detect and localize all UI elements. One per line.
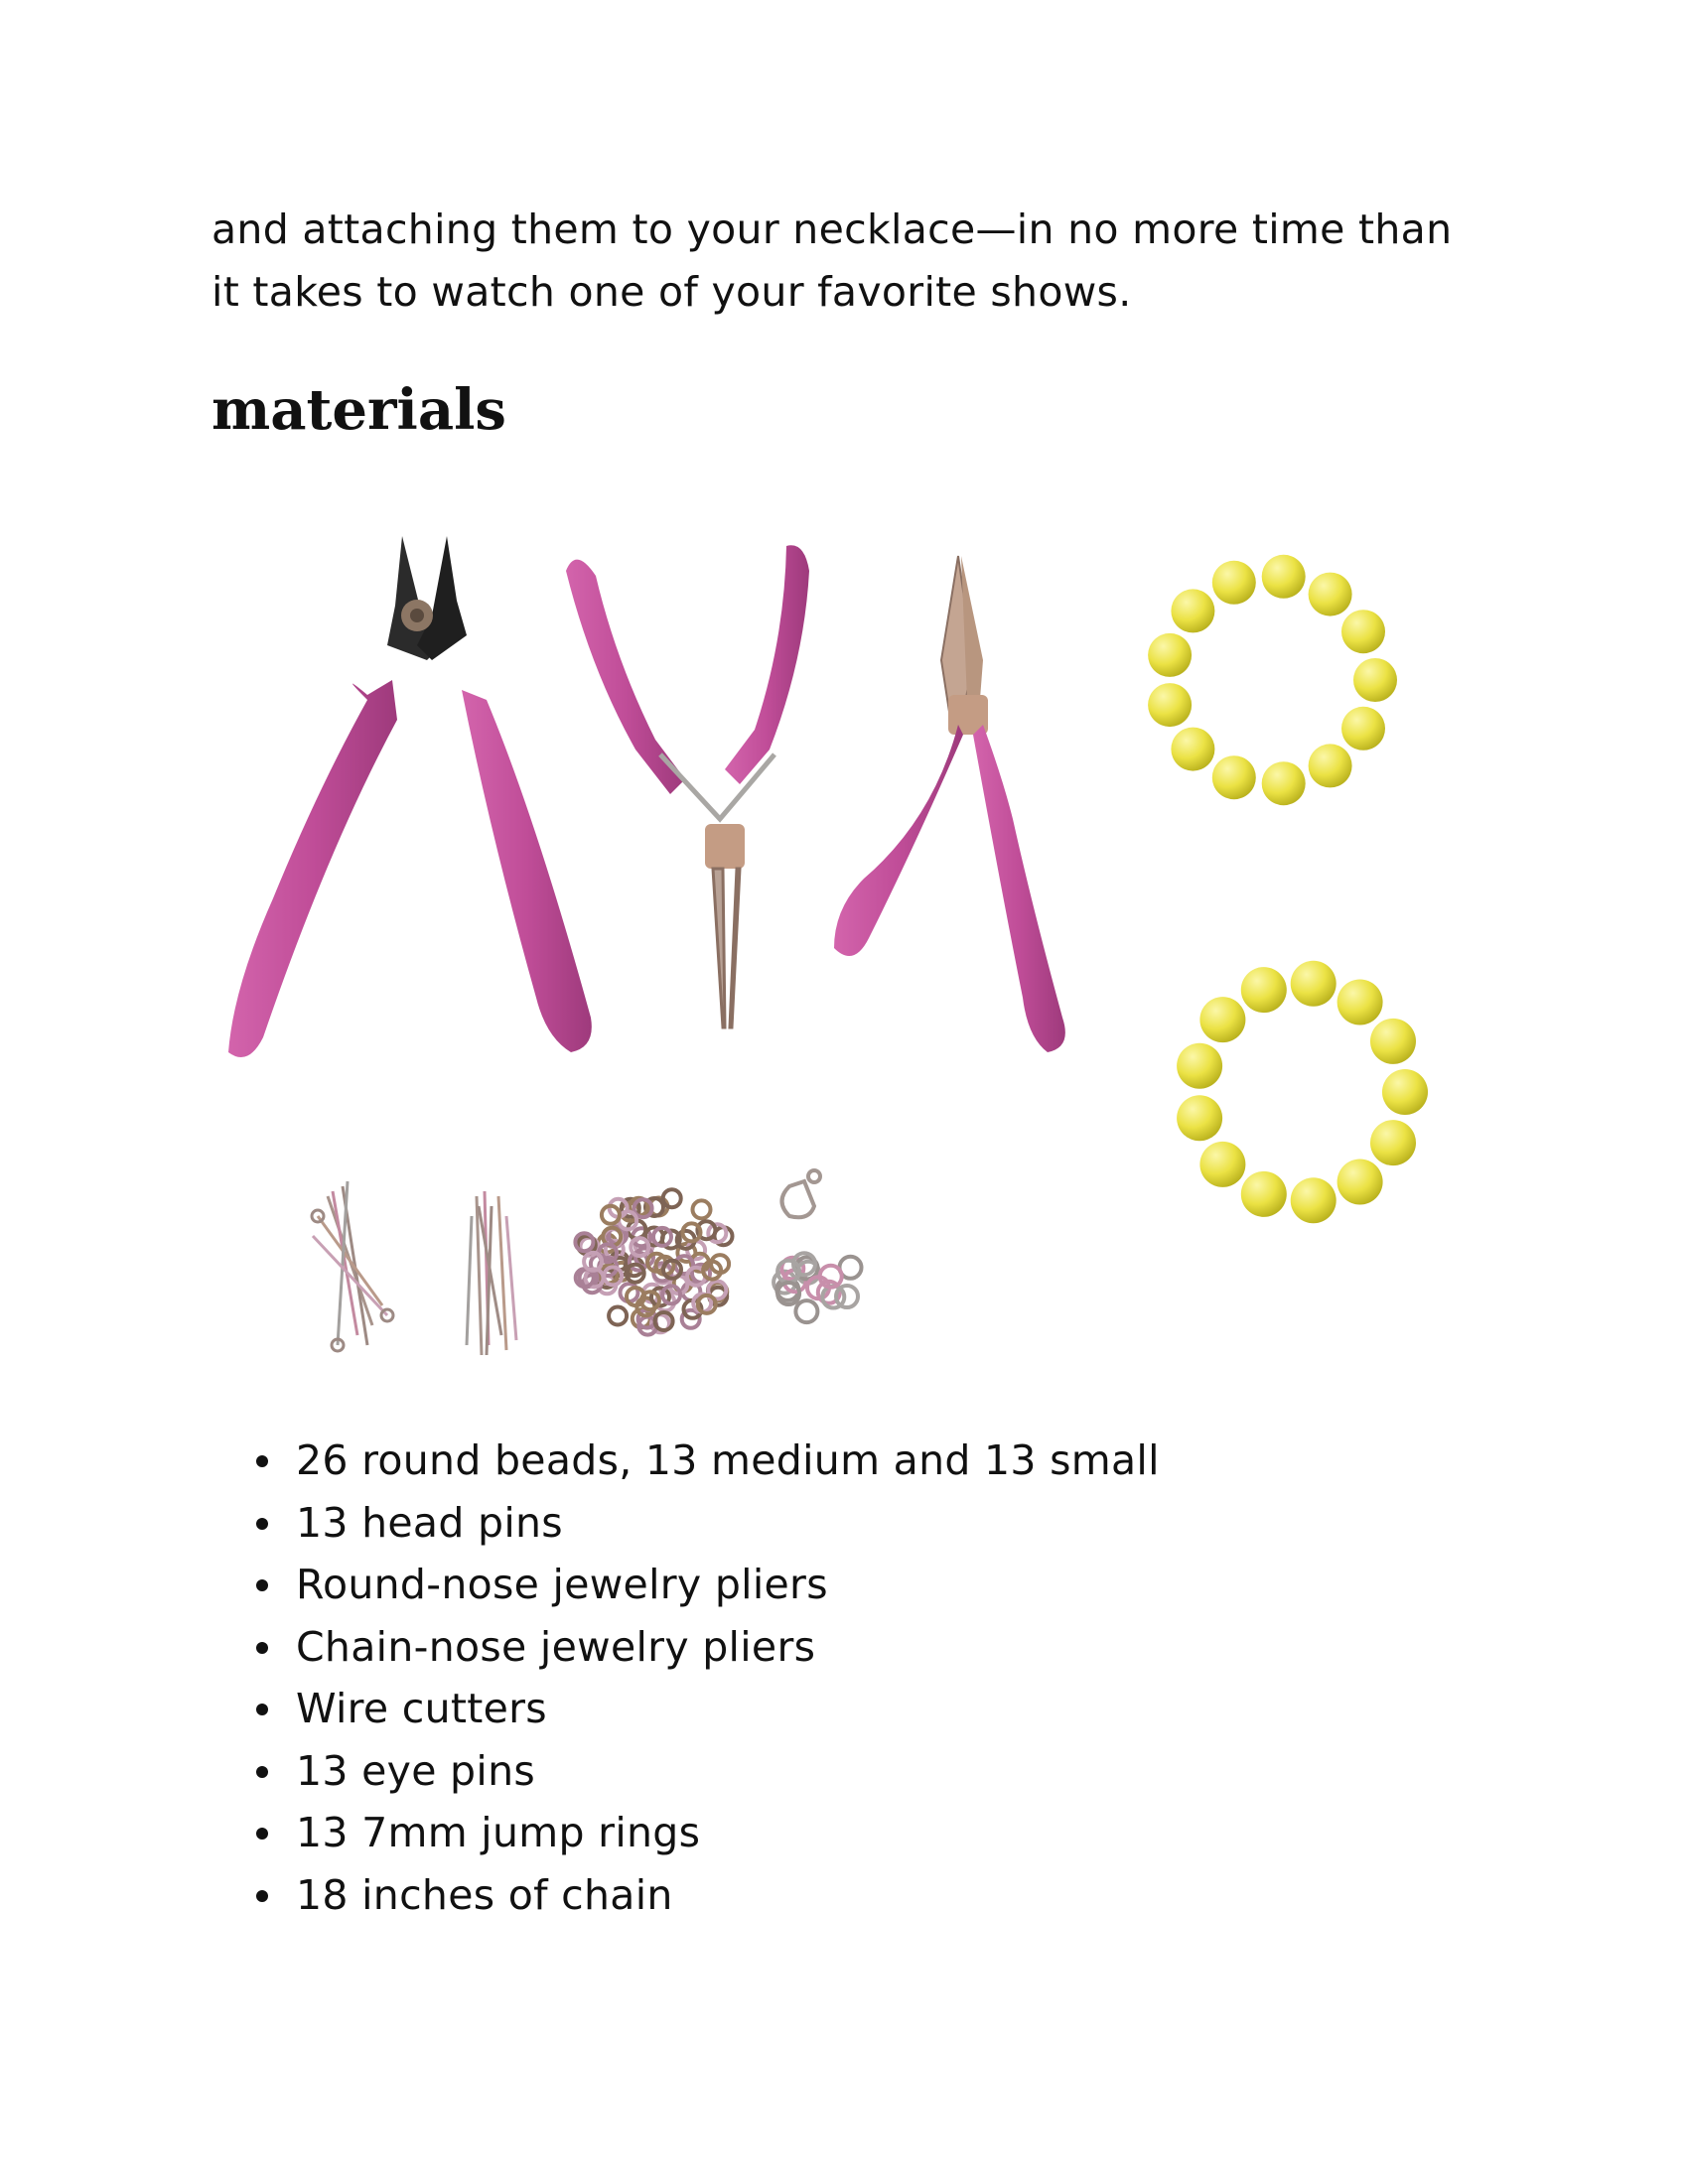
jump-rings-icon	[774, 1253, 861, 1322]
bead	[1337, 980, 1383, 1025]
materials-list	[256, 1430, 1160, 1926]
intro-line: and attaching them to your necklace—in no more time than	[211, 205, 1453, 253]
bead	[1382, 1069, 1428, 1115]
chain-nose-pliers-icon	[834, 556, 1065, 1052]
bead	[1241, 967, 1287, 1013]
bead	[1177, 1043, 1222, 1089]
list-item	[256, 1492, 1160, 1555]
list-item-text: Wire cutters	[296, 1685, 547, 1732]
list-item-text: 13 eye pins	[296, 1746, 536, 1795]
list-item-text: 13 head pins	[296, 1498, 563, 1547]
round-nose-pliers-icon	[566, 545, 809, 1027]
list-item-text: 26 round beads, 13 medium and 13 small	[296, 1436, 1160, 1484]
materials-photo	[218, 521, 1470, 1355]
bullet	[256, 1579, 268, 1591]
list-item-text: Round-nose jewelry pliers	[296, 1561, 828, 1608]
eye-pins-icon	[467, 1191, 516, 1355]
bead	[1291, 961, 1336, 1007]
bullet	[256, 1890, 268, 1902]
ring	[609, 1307, 627, 1325]
list-item	[256, 1864, 1160, 1927]
list-item	[256, 1616, 1160, 1679]
list-item	[256, 1678, 1160, 1740]
intro-paragraph	[211, 199, 1502, 324]
clasp-icon	[782, 1170, 821, 1217]
bead-strand-icon	[1177, 961, 1428, 1223]
bead	[1177, 1095, 1222, 1141]
bead	[1337, 1160, 1383, 1205]
ring	[693, 1200, 711, 1218]
list-item	[256, 1554, 1160, 1616]
bead	[1171, 589, 1214, 632]
bead	[1148, 633, 1192, 677]
list-item-text: Chain-nose jewelry pliers	[296, 1622, 816, 1671]
bullet	[256, 1642, 268, 1654]
bead	[1370, 1120, 1416, 1165]
bead-strand-icon	[1148, 555, 1397, 805]
head-pins-icon	[312, 1181, 393, 1351]
bead	[1291, 1177, 1336, 1223]
ring	[795, 1300, 817, 1322]
materials-heading: materials	[211, 377, 506, 443]
bead	[1262, 555, 1306, 599]
list-item	[256, 1740, 1160, 1803]
bead	[1370, 1019, 1416, 1064]
bead	[1262, 761, 1306, 805]
bead	[1171, 728, 1214, 771]
bead	[1341, 707, 1385, 751]
bead	[1353, 658, 1397, 702]
bead	[1341, 610, 1385, 653]
bead	[1148, 683, 1192, 727]
bullet	[256, 1518, 268, 1530]
bead	[1309, 573, 1352, 616]
list-item	[256, 1802, 1160, 1864]
bullet	[256, 1455, 268, 1467]
chain-icon	[575, 1189, 732, 1334]
bead	[1199, 1142, 1245, 1187]
bead	[1212, 755, 1256, 799]
wire-cutters-icon	[228, 536, 592, 1057]
bullet	[256, 1828, 268, 1840]
bullet	[256, 1704, 268, 1715]
list-item-text: 13 7mm jump rings	[296, 1809, 701, 1856]
intro-line: it takes to watch one of your favorite shows.	[211, 268, 1132, 316]
bead	[1199, 997, 1245, 1042]
list-item-text: 18 inches of chain	[296, 1870, 673, 1919]
bead	[1241, 1171, 1287, 1217]
list-item	[256, 1430, 1160, 1492]
bead	[1212, 561, 1256, 605]
bullet	[256, 1766, 268, 1778]
bead	[1309, 744, 1352, 787]
